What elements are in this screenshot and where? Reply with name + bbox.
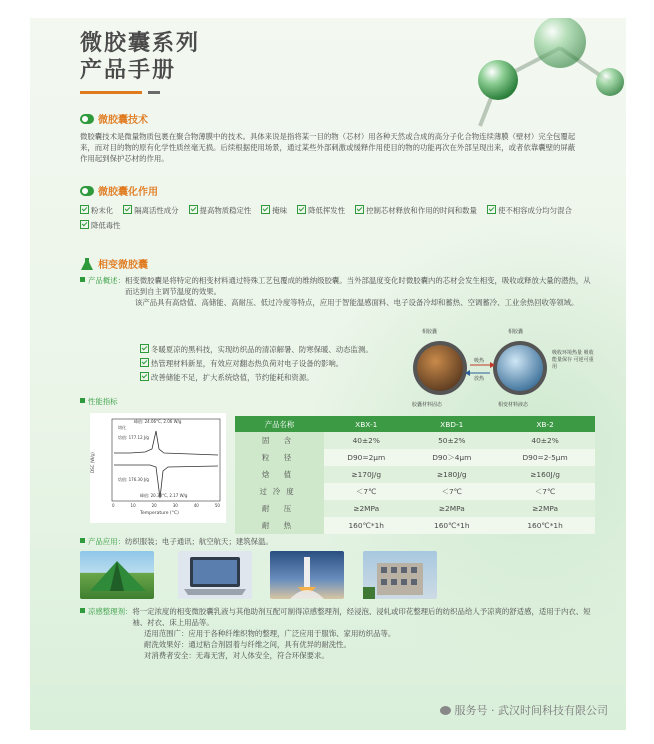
flask-icon: [80, 257, 94, 271]
toggle-icon: [80, 186, 94, 196]
table-row: 固 含 40±2% 50±2% 40±2%: [235, 432, 595, 449]
check-icon: [189, 205, 198, 214]
check-icon: [80, 220, 89, 229]
section-heading-effects: 微胶囊化作用: [80, 183, 158, 198]
dsc-annot: 焓值: 176.30 J/g: [118, 477, 149, 482]
overview-label: 产品概述：: [80, 275, 125, 297]
dsc-annot: 焓值: 177.12 J/g: [118, 435, 149, 440]
benefit-item: 冬暖夏凉的黑科技，实现纺织品的清凉解暑、防寒保暖、动态监测。: [140, 343, 410, 357]
tent-photo: [80, 551, 154, 599]
diagram-label: 胶囊材料固态: [412, 402, 443, 408]
perf-label: 性能指标: [80, 396, 118, 407]
finishing-section: 凉感整理剂： 将一定浓度的相变微胶囊乳液与其他助剂互配可制得凉感整理剂，经浸泡、浸轧或印花整理后的纺织品给人予凉爽的舒适感，适用于内衣、短袖、衬衣、床上用品等。 适用范围广：应用于各种纤维织物的整理，广泛应用于服饰、家用纺织品等。 耐洗效果好：通过粘合剂固着与纤维之间，具有优异的耐洗性。 对消费者安全：无毒无害，对人体安全，符合环保要求。: [80, 606, 592, 661]
check-icon: [140, 344, 149, 353]
page-title: 微胶囊系列 产品手册: [80, 31, 201, 83]
brochure-page: [30, 18, 626, 730]
check-icon: [80, 205, 89, 214]
check-icon: [140, 372, 149, 381]
table-row: 过冷度 ＜7℃ ＜7℃ ＜7℃: [235, 483, 595, 500]
bullet-square: [80, 398, 85, 403]
bullet-square: [80, 538, 85, 543]
bullet-square: [80, 608, 85, 613]
effect-item: 控制芯材释放和作用的时间和数量: [355, 203, 477, 218]
benefit-item: 热管理材料新星，有效应对翻态热负荷对电子设备的影响。: [140, 357, 410, 371]
dsc-annot: 峰值: 20.38°C, 2.17 W/g: [140, 493, 188, 498]
diagram-label: 吸热: [474, 358, 485, 364]
effect-item: 提高物质稳定性: [189, 203, 252, 218]
section-heading-tech: 微胶囊技术: [80, 111, 148, 126]
pcm-benefits: [140, 343, 410, 385]
table-row: 耐 热 160℃*1h 160℃*1h 160℃*1h: [235, 517, 595, 534]
table-header: 产品名称 XBX-1 XBD-1 XB-2: [235, 416, 595, 432]
check-icon: [140, 358, 149, 367]
dsc-annot: 峰值: 24.06°C, 2.06 W/g: [134, 419, 182, 424]
tech-text: 微胶囊技术是微量物质包裹在聚合物薄膜中的技术。具体来说是指将某一目的物（芯材）用各种天然或合成的高分子化合物连续薄膜（壁材）完全包覆起来，而对目的物的原有化学性质丝毫无损。后续根据使用场景，通过某些外部刺激或缓释作用使目的物的功能再次在外部呈现出来，或者依靠囊壁的屏蔽作用起到保护芯材的作用。: [80, 132, 576, 163]
phase-change-diagram: [410, 328, 600, 408]
toggle-icon: [80, 114, 94, 124]
effect-item: 降低挥发性: [297, 203, 345, 218]
wechat-icon: [440, 706, 451, 715]
building-photo: [363, 551, 437, 599]
section-heading-pcm: 相变微胶囊: [80, 256, 148, 271]
table-row: 耐 压 ≥2MPa ≥2MPa ≥2MPa: [235, 500, 595, 517]
check-icon: [261, 205, 270, 214]
title-underline: [80, 91, 142, 94]
check-icon: [487, 205, 496, 214]
check-icon: [123, 205, 132, 214]
rocket-photo: [270, 551, 344, 599]
pcm-overview: 产品概述： 相变微胶囊是将特定的相变材料通过特殊工艺包覆成的维纳级胶囊。当外部温度变化时微胶囊内的芯材会发生相变，吸收或释放大量的潜热，从而达到自主调节温度的效果。 该产品具有高焓值、高储能、高耐压、低过冷度等特点，应用于智能温感面料、电子设备冷却和蓄热、空调蓄冷、工业余热回收等领域。: [80, 275, 592, 308]
footer-credit: 服务号 · 武汉时间科技有限公司: [440, 702, 609, 718]
effect-item: 降低毒性: [80, 218, 121, 233]
molecule-illustration: [450, 18, 626, 138]
diagram-label: 吸收环境热量 吸收能量保存 可逆可重用: [552, 350, 594, 370]
effect-item: 隔离活性成分: [123, 203, 178, 218]
check-icon: [297, 205, 306, 214]
diagram-label: 相胶囊: [422, 329, 438, 335]
diagram-label: 放热: [474, 376, 485, 382]
table-row: 粒 径 D90=2μm D90＞4μm D90=2-5μm: [235, 449, 595, 466]
dsc-xlabel: Temperature (°C): [140, 511, 179, 516]
dsc-legend: 熔化: [118, 425, 126, 430]
apps-line: 产品应用：纺织服装；电子通讯；航空航天；建筑保温。: [80, 536, 273, 547]
effects-list: [80, 203, 590, 233]
effect-item: 使不相容成分均匀混合: [487, 203, 572, 218]
diagram-label: 相胶囊: [508, 329, 524, 335]
dsc-ylabel: DSC (W/g): [90, 452, 95, 473]
dsc-xticks: 0 10 20 30 40 50: [112, 503, 220, 508]
bullet-square: [80, 277, 85, 282]
title-underline-accent: [148, 91, 160, 94]
check-icon: [355, 205, 364, 214]
dsc-chart: [90, 413, 226, 523]
spec-table: [235, 416, 595, 534]
effect-item: 粉末化: [80, 203, 113, 218]
laptop-photo: [178, 551, 252, 599]
finishing-label: 凉感整理剂：: [80, 606, 132, 628]
diagram-label: 相变材料液态: [498, 402, 529, 408]
table-row: 焓 值 ≥170J/g ≥180J/g ≥160J/g: [235, 466, 595, 483]
effect-item: 掩味: [261, 203, 287, 218]
benefit-item: 改善储能不足，扩大系统焓值，节约能耗和资源。: [140, 371, 410, 385]
